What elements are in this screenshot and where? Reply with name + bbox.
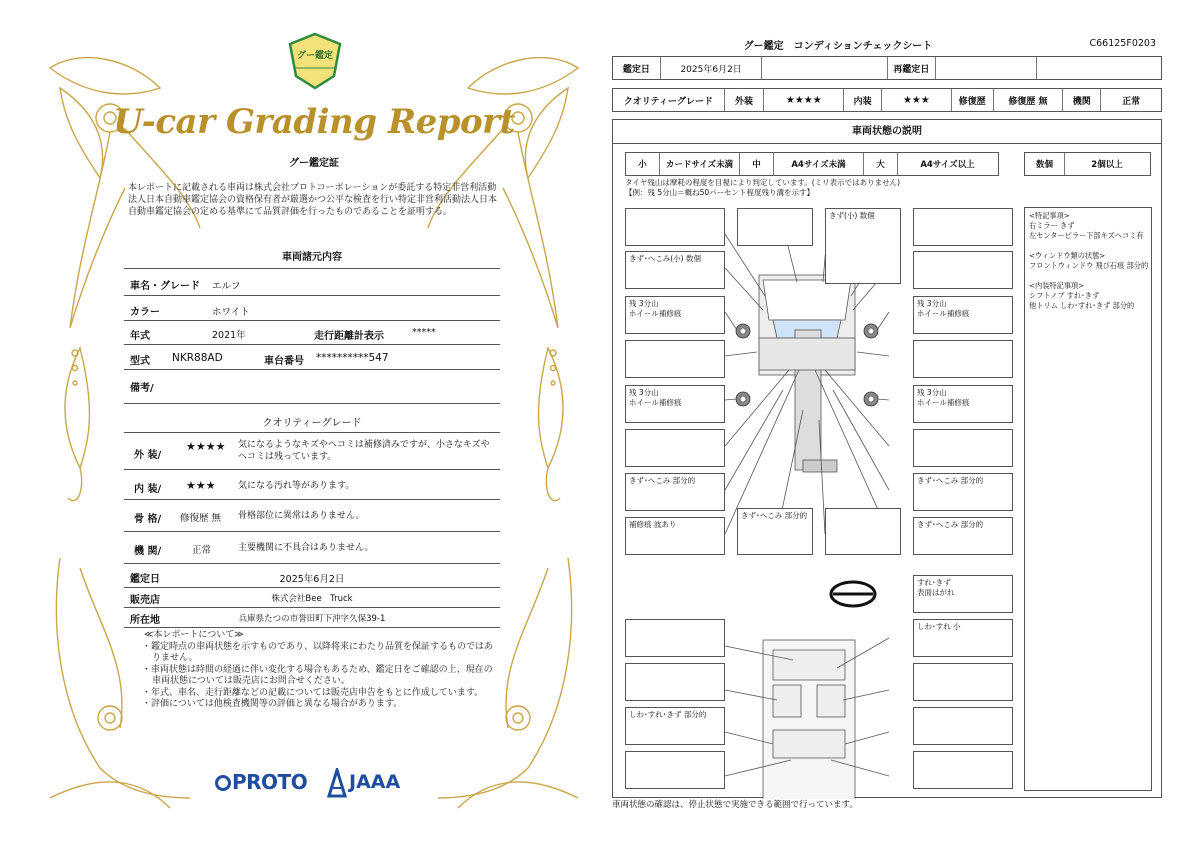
- report-code: C66125F0203: [1089, 38, 1156, 49]
- repair-value: 修復歴 無: [994, 89, 1064, 111]
- condition-box-right: きず･へこみ 部分的: [913, 517, 1013, 555]
- condition-box: [625, 751, 725, 789]
- note-item: ・年式、車名、走行距離などの記載については販売店申告をもとに作成しています。: [142, 687, 484, 698]
- year-value: 2021年: [212, 330, 246, 341]
- condition-box-rear: きず･へこみ 部分的: [737, 508, 813, 555]
- date-label: 鑑定日: [613, 57, 661, 79]
- interior-stars: ★★★: [186, 479, 216, 492]
- grade-row-engine: [124, 532, 500, 564]
- date-table: [612, 56, 1162, 80]
- jaaa-mark-icon: [327, 768, 347, 798]
- condition-box-interior-left: しわ･すれ･きず 部分的: [625, 707, 725, 745]
- divider: [124, 432, 500, 433]
- quality-heading: クオリティーグレード: [262, 418, 362, 429]
- engine-value: 正常: [192, 545, 212, 556]
- condition-box: [737, 208, 813, 246]
- model-label: 型式: [130, 356, 150, 367]
- divider: [124, 268, 500, 269]
- quality-table: [612, 88, 1162, 112]
- condition-box-right: きず･へこみ 部分的: [913, 473, 1013, 511]
- odometer-value: *****: [412, 327, 436, 338]
- odometer-label: 走行距離計表示: [314, 331, 384, 342]
- date-label: 鑑定日: [130, 574, 160, 585]
- note-item: ・車両状態は時間の経過に伴い変化する場合もあるため、鑑定日をご確認の上、現在の車両状態については販売店にお問合せください。: [142, 664, 493, 686]
- condition-box: [625, 208, 725, 246]
- dealer-label: 販売店: [130, 595, 160, 606]
- special-notes-box: [1024, 207, 1152, 791]
- legend-medium: 中: [740, 153, 774, 175]
- spec-row-name: [124, 270, 500, 296]
- date-value: 2025年6月2日: [279, 574, 345, 585]
- spec-heading: 車両諸元内容: [282, 252, 342, 263]
- interior-description: 気になる汚れ等があります。: [238, 481, 355, 491]
- year-label: 年式: [130, 331, 150, 342]
- count-legend: [1024, 152, 1151, 176]
- grade-row-interior: [124, 470, 500, 500]
- legend-large: 大: [864, 153, 898, 175]
- date-value: 2025年6月2日: [661, 57, 763, 79]
- condition-box: [913, 340, 1013, 378]
- reinspect-value: [936, 57, 1038, 79]
- quality-label: クオリティーグレード: [613, 89, 725, 111]
- condition-box: [913, 251, 1013, 289]
- spec-row-year: [124, 321, 500, 345]
- interior-label: 内 装/: [134, 484, 162, 495]
- model-value: NKR88AD: [172, 352, 223, 364]
- condition-box-left-tire-rear: 残 3分山 ホイール補修痕: [625, 385, 725, 423]
- footer-logos: [215, 766, 415, 800]
- repair-label: 修復歴: [952, 89, 994, 111]
- name-label: 車名・グレード: [130, 281, 200, 292]
- condition-box: [913, 208, 1013, 246]
- footer-note: 車両状態の確認は、停止状態で実施できる範囲で行っています。: [612, 800, 858, 810]
- date-blank: [762, 57, 888, 79]
- note-item: ・評価については他検査機関等の評価と異なる場合があります。: [142, 699, 403, 709]
- condition-box: [625, 429, 725, 467]
- legend-small: 小: [626, 153, 660, 175]
- exterior-stars: ★★★★: [186, 440, 226, 453]
- condition-box-steering: すれ･きず 表面はがれ: [913, 575, 1013, 613]
- info-row-date: [124, 566, 500, 588]
- condition-box: [625, 663, 725, 701]
- grade-row-exterior: [124, 434, 500, 470]
- condition-box-left: きず･へこみ(小) 数個: [625, 251, 725, 289]
- reinspect-blank: [1037, 57, 1161, 79]
- exterior-description: 気になるようなキズやヘコミは補修済みですが、小さなキズやヘコミは残っています。: [238, 440, 490, 462]
- report-title: U-car Grading Report: [113, 102, 515, 142]
- notes-heading: ≪本レポートについて≫: [144, 630, 244, 640]
- interior-label: 内装: [844, 89, 882, 111]
- spec-row-remarks: [124, 370, 500, 404]
- condition-box-left: 補修痕 波あり: [625, 517, 725, 555]
- condition-box: [913, 663, 1013, 701]
- engine-label: 機関: [1063, 89, 1101, 111]
- section-title: 車両状態の説明: [613, 120, 1161, 144]
- location-label: 所在地: [130, 615, 160, 626]
- engine-value: 正常: [1122, 96, 1141, 107]
- info-row-dealer: [124, 588, 500, 608]
- name-value: エルフ: [212, 281, 241, 292]
- location-value: 兵庫県たつの市誉田町下沖字久保39-1: [238, 614, 386, 624]
- size-legend: [625, 152, 999, 176]
- reinspect-label: 再鑑定日: [888, 57, 936, 79]
- legend-small-desc: カードサイズ未満: [660, 153, 740, 175]
- chassis-value: **********547: [316, 352, 389, 364]
- color-value: ホワイト: [212, 307, 250, 318]
- interior-value: ★★★: [882, 89, 952, 111]
- legend-large-desc: A4サイズ以上: [920, 160, 975, 170]
- report-notes: [140, 630, 498, 711]
- certificate-intro: 本レポートに記載される車両は株式会社プロトコーポレーションが委託する特定非営利活動法人日本自動車鑑定協会の資格保有者が厳選かつ公平な検査を行い特定非営利活動法人日本自動車鑑定協会の定める基準にて品質評価を行ったものであることを証明する。: [128, 183, 498, 217]
- note-item: ・鑑定時点の車両状態を示すものであり、以降将来にわたり品質を保証するものではありません。: [142, 641, 494, 663]
- tire-note: タイヤ残山は摩耗の程度を目視により判定しています。(ミリ表示ではありません) 【例：残 5分山＝概ね50パーセント程度残り溝を示す】: [625, 178, 901, 197]
- exterior-label: 外装: [725, 89, 765, 111]
- condition-box-left: きず･へこみ 部分的: [625, 473, 725, 511]
- legend-count: 数個: [1025, 153, 1065, 175]
- grade-row-frame: [124, 500, 500, 532]
- special-notes-text: <特記事項> 右ミラー きず 左センターピラー下部キズヘコミ有 <ウィンドウ類の状態> フロントウィンドウ 飛び石痕 部分的 <内装特記事項> シフトノブ すれ･きず 他トリム しわ･すれ･きず 部分的: [1029, 211, 1149, 310]
- condition-box-right-tire-front: 残 3分山 ホイール補修痕: [913, 296, 1013, 334]
- condition-box: [625, 619, 725, 657]
- condition-check-sheet: [612, 34, 1164, 814]
- remarks-label: 備考/: [130, 383, 154, 394]
- engine-description: 主要機関に不具合はありません。: [238, 543, 374, 553]
- badge-label: グー鑑定: [296, 51, 333, 61]
- legend-count-desc: 2個以上: [1091, 160, 1123, 170]
- grading-certificate: [40, 28, 588, 820]
- steering-wheel-icon: [831, 582, 875, 606]
- condition-box: [913, 707, 1013, 745]
- condition-box: [913, 751, 1013, 789]
- condition-box-interior-right: しわ･すれ 小: [913, 619, 1013, 657]
- vehicle-condition-panel: [612, 119, 1162, 798]
- frame-value: 修復歴 無: [180, 513, 222, 524]
- condition-box-top-center: きず(小) 数個: [825, 208, 901, 284]
- legend-medium-desc: A4サイズ未満: [774, 153, 864, 175]
- certificate-subtitle: グー鑑定証: [289, 158, 339, 169]
- exterior-label: 外 装/: [134, 450, 162, 461]
- sheet-title: グー鑑定 コンディションチェックシート: [743, 41, 933, 52]
- proto-mark-icon: [215, 775, 231, 791]
- color-label: カラー: [130, 307, 160, 318]
- proto-logo: PROTO: [215, 770, 307, 794]
- condition-box-right-tire-rear: 残 3分山 ホイール補修痕: [913, 385, 1013, 423]
- jaaa-logo: JAAA: [349, 771, 401, 793]
- dealer-value: 株式会社Bee Truck: [271, 594, 353, 604]
- goo-kantei-badge: [288, 32, 342, 90]
- exterior-value: ★★★★: [764, 89, 844, 111]
- chassis-label: 車台番号: [264, 356, 304, 367]
- frame-label: 骨 格/: [134, 514, 162, 525]
- condition-box-left-tire-front: 残 3分山 ホイール補修痕: [625, 296, 725, 334]
- condition-box: [825, 508, 901, 555]
- spec-row-color: [124, 296, 500, 321]
- spec-row-model: [124, 345, 500, 370]
- info-row-location: [124, 608, 500, 628]
- condition-box: [913, 429, 1013, 467]
- engine-label: 機 関/: [134, 546, 162, 557]
- condition-box: [625, 340, 725, 378]
- frame-description: 骨格部位に異常はありません。: [238, 511, 365, 521]
